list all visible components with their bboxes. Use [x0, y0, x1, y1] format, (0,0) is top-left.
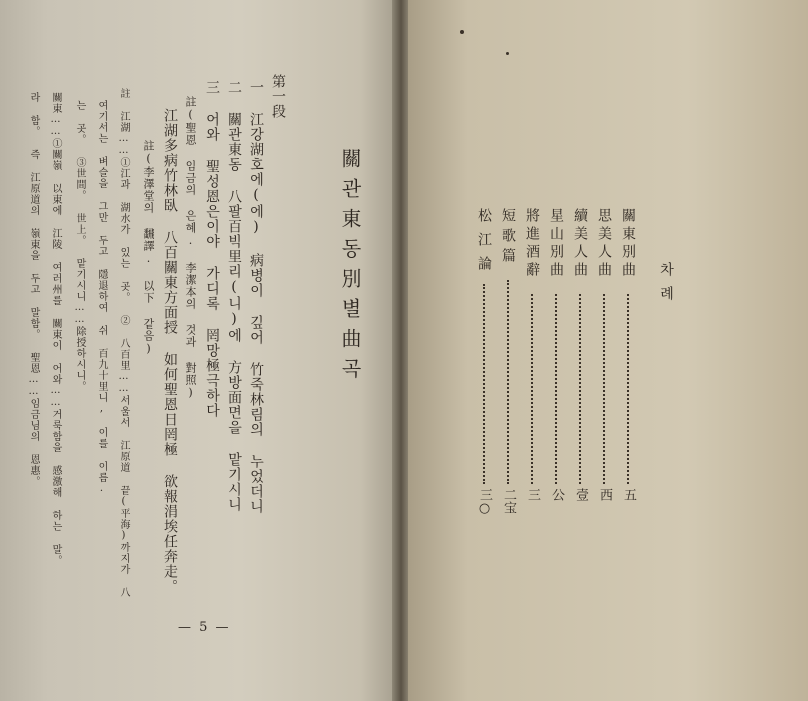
annotation-line-2: 여기서는 벼슬을 그만 두고 隱退하여 쉬 百九十里니, 이를 이름. — [96, 100, 107, 495]
toc-leader — [483, 284, 485, 484]
toc-leader — [603, 294, 605, 484]
toc-entry-title: 關東別曲 — [620, 208, 636, 280]
left-page — [0, 0, 400, 701]
toc-entry-page: 三 — [525, 488, 540, 501]
ink-speck — [506, 52, 509, 55]
annotation-line-3: 는 곳。 ③世間。 世上。 맡기시니……除授하시니。 — [74, 100, 85, 392]
toc-heading: 차례 — [658, 262, 674, 310]
toc-entry-title: 短歌篇 — [500, 208, 516, 268]
toc-entry-title: 星山別曲 — [548, 208, 564, 280]
annotation-line-4: 關東……①關嶺 以東에 江陵 여러州를 關東이 어와……거룩함을 感激해 하는 말。 — [50, 92, 61, 566]
translation-line: 江湖多病竹林臥 八百關東方面授 如何聖恩日罔極 欲報涓埃任奔走。 — [162, 108, 178, 594]
toc-entry-title: 松江論 — [476, 208, 492, 280]
note-line-1: 註(聖恩 임금의 은혜. 李潔本의 것과 對照) — [184, 96, 197, 400]
section-heading: 第一段 — [270, 74, 286, 119]
toc-entry-page: 西 — [597, 488, 612, 501]
annotation-line-1: 註 江湖……①江과 湖水가 있는 곳。 ② 八百里……서울서 江原道 끝(平海)까지가 八 — [118, 88, 129, 598]
page-number: — 5 — — [178, 620, 231, 635]
ink-speck — [460, 30, 464, 34]
verse-line-3: 三 어와 聖성恩은이야 가디록 罔망極극하다 — [204, 80, 220, 418]
toc-entry-page: 二宝 — [501, 488, 516, 514]
toc-entry-page: 三○ — [477, 488, 492, 516]
toc-entry-page: 五 — [621, 488, 636, 501]
toc-entry-title: 續美人曲 — [572, 208, 588, 280]
toc-leader — [627, 294, 629, 484]
toc-leader — [579, 294, 581, 484]
toc-entry-page: 公 — [549, 488, 564, 501]
verse-line-2: 二 關관東동 八팔百빅里리(니)에 方방面면을 맡기시니 — [226, 80, 242, 512]
note-line-2: 註(李澤堂의 飜譯. 以下 같음) — [142, 140, 155, 356]
toc-entry-title: 將進酒辭 — [524, 208, 540, 280]
toc-entry-title: 思美人曲 — [596, 208, 612, 280]
toc-leader — [531, 294, 533, 484]
annotation-line-5: 라 함。 즉 江原道의 嶺東을 두고 말함。 聖恩……임금님의 恩惠。 — [28, 92, 39, 487]
toc-entry-page: 壹 — [573, 488, 588, 501]
toc-leader — [507, 280, 509, 484]
right-page — [408, 0, 808, 701]
poem-title: 關관東동別별曲곡 — [338, 148, 362, 388]
toc-leader — [555, 294, 557, 484]
verse-line-1: 一 江강湖호에(에) 病병이 깊어 竹죽林림의 누었더니 — [248, 80, 264, 514]
